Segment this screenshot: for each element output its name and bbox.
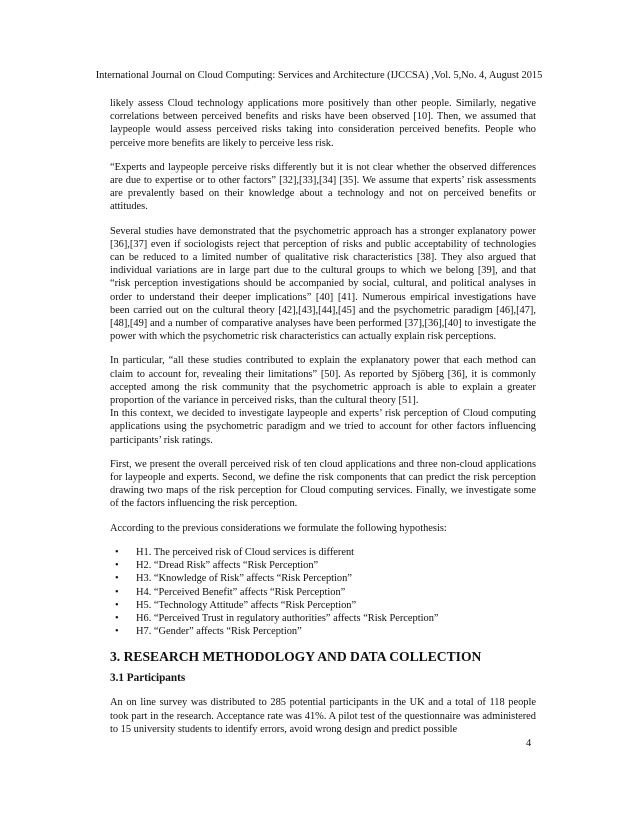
bullet-icon: • (115, 546, 119, 558)
paragraph-5: In this context, we decided to investigate laypeople and experts’ risk perception of Cloud computing applications using the psychometric paradigm and we tried to account for other factors influencing participants’ risk ratings. (110, 408, 536, 446)
hypothesis-item: • H4. “Perceived Benefit” affects “Risk Perception” (115, 586, 346, 598)
paragraph-2: “Experts and laypeople perceive risks differently but it is not clear whether the observed differences are due to expertise or to other factors” [32],[33],[34] [35]. We assume that experts’ risk assessments are prevalently based on their knowledge about a technology and not on perceived benefits or attitudes. (110, 161, 536, 213)
paragraph-participants: An on line survey was distributed to 285 potential participants in the UK and a total of 118 people took part in the research. Acceptance rate was 41%. A pilot test of the questionnaire was administered to 15 university students to identify errors, avoid wrong design and predict possible (110, 697, 536, 735)
hypothesis-item: • H2. “Dread Risk” affects “Risk Perception” (115, 560, 319, 572)
bullet-icon: • (115, 612, 119, 624)
bullet-icon: • (115, 586, 119, 598)
bullet-icon: • (115, 599, 119, 611)
page-number: 4 (526, 738, 532, 749)
section-heading: 3. RESEARCH METHODOLOGY AND DATA COLLECTION (110, 649, 482, 665)
hypothesis-list (110, 546, 536, 638)
paragraph-7: According to the previous considerations we formulate the following hypothesis: (110, 522, 447, 534)
running-header: International Journal on Cloud Computing: Services and Architecture (IJCCSA) ,Vol. 5,No. 4, August 2015 (95, 70, 543, 81)
paragraph-4: In particular, “all these studies contributed to explain the explanatory power that each method can claim to account for, revealing their limitations” [50]. As reported by Sjöberg [36], it is commonly accepted among the risk community that the psychometric approach is able to explain a greater proportion of the variance in perceived risks, than the cultural theory [51]. (110, 355, 536, 407)
body-text (110, 97, 536, 736)
hypothesis-item: • H7. “Gender” affects “Risk Perception” (115, 626, 302, 638)
bullet-icon: • (115, 626, 119, 638)
hypothesis-item: • H5. “Technology Attitude” affects “Risk Perception” (115, 599, 357, 611)
paragraph-3: Several studies have demonstrated that the psychometric approach has a stronger explanatory power [36],[37] even if sociologists reject that perception of risks and public acceptability of technologies can be reduced to a limited number of qualitative risk characteristics [38]. They also argued that individual variations are in large part due to the cultural groups to which we belong [39], and that “risk perception investigations should be accompanied by social, cultural, and political analyses in order to understand their deeper implications” [40] [41]. Numerous empirical investigations have been carried out on the cultural theory [42],[43],[44],[45] and the psychometric paradigm [46],[47],[48],[49] and a number of comparative analyses have been performed [37],[36],[40] to investigate the power with which the psychometric risk characteristics can actually explain risk perceptions. (110, 225, 536, 343)
bullet-icon: • (115, 560, 119, 572)
hypothesis-item: • H3. “Knowledge of Risk” affects “Risk Perception” (115, 573, 352, 585)
paragraph-1: likely assess Cloud technology applications more positively than other people. Similarly, negative correlations between perceived benefits and risks have been observed [10]. Then, we assumed that laypeople would assess perceived risks taking into consideration perceived benefits. People who perceive more benefits are likely to perceive less risk. (110, 98, 536, 149)
hypothesis-item: • H6. “Perceived Trust in regulatory authorities” affects “Risk Perception” (115, 612, 439, 624)
paragraph-6: First, we present the overall perceived risk of ten cloud applications and three non-cloud applications for laypeople and experts. Second, we define the risk components that can predict the risk perception drawing two maps of the risk perception for Cloud computing services. Finally, we investigate some of the factors influencing the risk perception. (110, 458, 536, 510)
bullet-icon: • (115, 573, 119, 585)
subsection-heading: 3.1 Participants (110, 672, 186, 685)
hypothesis-item: • H1. The perceived risk of Cloud services is different (115, 546, 355, 558)
